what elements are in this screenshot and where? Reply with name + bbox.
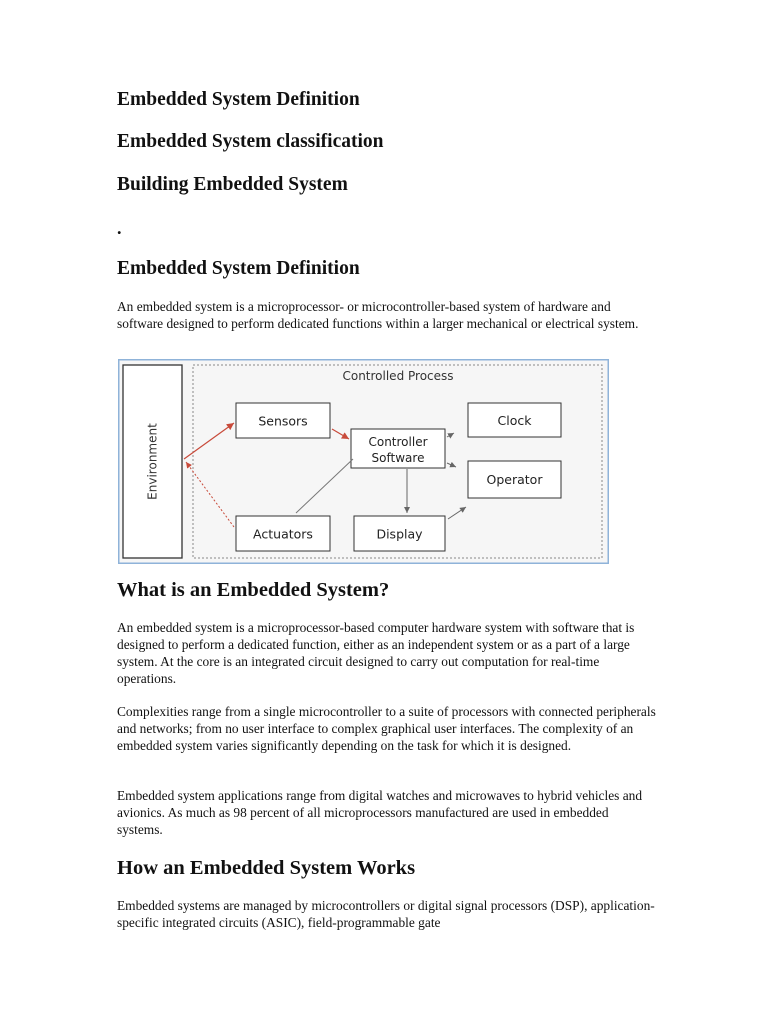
toc-item-classification[interactable]: Embedded System classification <box>117 131 384 152</box>
actuators-label: Actuators <box>253 526 313 542</box>
controller-label-line2: Software <box>371 451 425 465</box>
what-is-paragraph-1: An embedded system is a microprocessor-based computer hardware system with software that is designed to perform a dedicated function, either as an independent system or as a part of a large system. At the core is an integrated circuit designed to carry out computation for real-time operations. <box>117 620 635 686</box>
controlled-process-label: Controlled Process <box>342 369 454 383</box>
diagram-svg <box>118 359 609 564</box>
sensors-label: Sensors <box>258 413 308 429</box>
display-label: Display <box>376 526 423 542</box>
how-works-paragraph: Embedded systems are managed by microcontrollers or digital signal processors (DSP), application-specific integrated circuits (ASIC), field-programmable gate <box>117 898 655 930</box>
embedded-system-diagram <box>118 359 609 564</box>
definition-paragraph: An embedded system is a microprocessor- or microcontroller-based system of hardware and software designed to perform dedicated functions within a larger mechanical or electrical system. <box>117 299 639 331</box>
what-is-paragraph-3: Embedded system applications range from digital watches and microwaves to hybrid vehicles and avionics. As much as 98 percent of all microprocessors manufactured are used in embedded systems. <box>117 788 643 837</box>
clock-label: Clock <box>497 413 532 428</box>
toc-item-definition[interactable]: Embedded System Definition <box>117 89 360 110</box>
what-is-paragraph-2: Complexities range from a single microcontroller to a suite of processors with connected peripherals and networks; from no user interface to complex graphical user interfaces. The complexity of an embedded system varies significantly depending on the task for which it is designed. <box>117 704 656 753</box>
separator-dot: . <box>117 218 122 238</box>
toc-item-building[interactable]: Building Embedded System <box>117 174 348 195</box>
operator-label: Operator <box>486 472 543 487</box>
section-heading-definition: Embedded System Definition <box>117 258 360 279</box>
controller-label-line1: Controller <box>368 435 428 449</box>
environment-label: Environment <box>145 423 160 500</box>
section-heading-what-is: What is an Embedded System? <box>117 579 390 601</box>
section-heading-how-works: How an Embedded System Works <box>117 857 416 879</box>
